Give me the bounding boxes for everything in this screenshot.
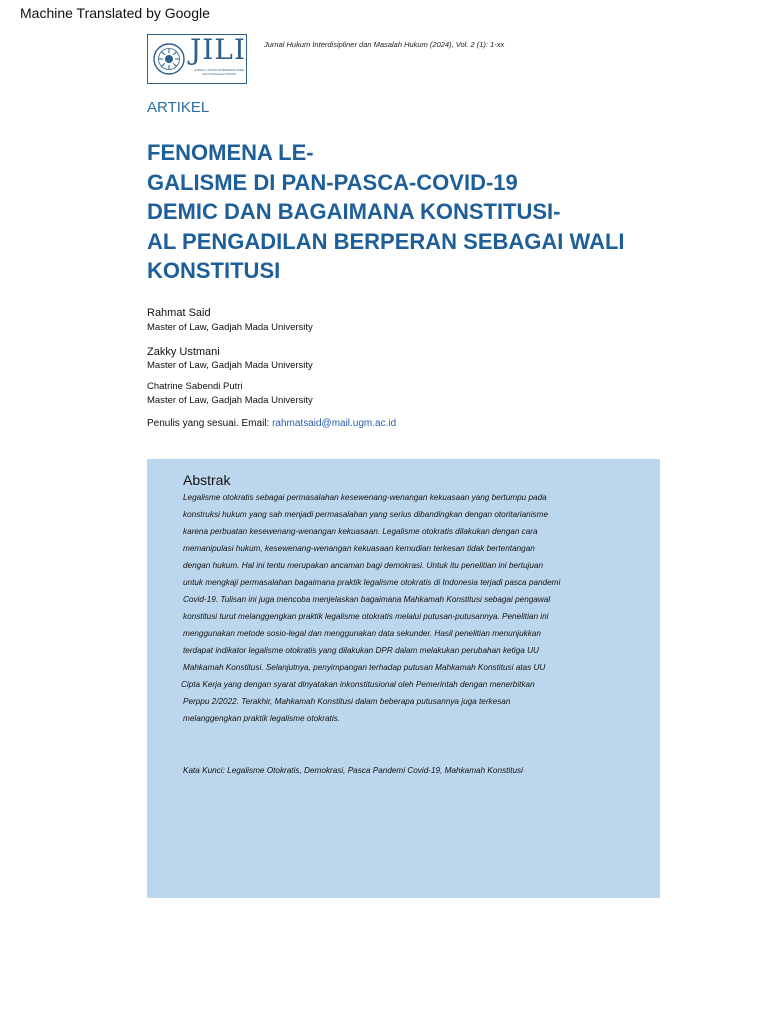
abstract-line: karena perbuatan kesewenang-wenangan kekuasaan. Legalisme otokratis dilakukan dengan cara xyxy=(183,527,538,536)
abstract-line: untuk mengkaji permasalahan bagaimana praktik legalisme otokratis di Indonesia terjadi pasca pandemi xyxy=(183,578,561,587)
journal-citation: Jurnal Hukum Interdisipliner dan Masalah Hukum (2024), Vol. 2 (1): 1-xx xyxy=(264,40,505,49)
title-line: FENOMENA LE- xyxy=(147,140,314,165)
author-affiliation: Master of Law, Gadjah Mada University xyxy=(147,360,313,371)
abstract-box xyxy=(147,459,660,898)
author-name: Zakky Ustmani xyxy=(147,346,220,358)
abstract-line: Covid-19. Tulisan ini juga mencoba menjelaskan bagaimana Mahkamah Konstitusi sebagai pengawal xyxy=(183,595,551,604)
abstract-line: konstruksi hukum yang sah menjadi permasalahan yang serius dibandingkan dengan otoritarianisme xyxy=(183,510,549,519)
title-line: KONSTITUSI xyxy=(147,258,281,283)
abstract-line: Legalisme otokratis sebagai permasalahan kesewenang-wenangan kekuasaan yang bertumpu pada xyxy=(183,493,547,502)
abstract-line: dengan hukum. Hal ini tentu merupakan ancaman bagi demokrasi. Untuk itu penelitian ini bertujuan xyxy=(183,561,544,570)
author-affiliation: Master of Law, Gadjah Mada University xyxy=(147,322,313,333)
corresponding-label: Penulis yang sesuai. Email: xyxy=(147,418,273,429)
title-line: GALISME DI PAN-PASCA-COVID-19 xyxy=(147,169,518,195)
abstract-heading: Abstrak xyxy=(183,472,231,488)
corresponding-email-link[interactable]: rahmatsaid@mail.ugm.ac.id xyxy=(272,418,397,429)
university-seal-icon xyxy=(152,41,186,77)
abstract-line: melanggengkan praktik legalisme otokratis. xyxy=(183,714,341,723)
abstract-line: Cipta Kerja yang dengan syarat dinyatakan inkonstitusional oleh Pemerintah dengan menerbitkan xyxy=(181,680,535,689)
abstract-line: konstitusi turut melanggengkan praktik legalisme otokratis melalui putusan-putusannya. Penelitian ini xyxy=(183,612,549,621)
title-line: AL PENGADILAN BERPERAN SEBAGAI WALI xyxy=(147,228,625,254)
corresponding-author xyxy=(147,418,396,429)
abstract-line: Perppu 2/2022. Terakhir, Mahkamah Konstitusi dalam beberapa putusannya juga terkesan xyxy=(183,697,511,706)
author-affiliation: Master of Law, Gadjah Mada University xyxy=(147,395,313,406)
title-line: DEMIC DAN BAGAIMANA KONSTITUSI- xyxy=(147,199,561,224)
journal-logo-wordmark: JILI xyxy=(190,33,246,66)
author-name: Rahmat Said xyxy=(147,307,211,319)
abstract-keywords: Kata Kunci: Legalisme Otokratis, Demokrasi, Pasca Pandemi Covid-19, Mahkamah Konstitusi xyxy=(183,766,523,775)
article-title xyxy=(147,138,707,286)
abstract-line: menggunakan metode sosio-legal dan menggunakan data sekunder. Hasil penelitian menunjukkan xyxy=(183,629,541,638)
abstract-line: terdapat indikator legalisme otokratis yang dilakukan DPR dalam melakukan perubahan ketiga UU xyxy=(183,646,539,655)
journal-logo-subtitle: JURNAL HUKUM INTERDISIPLINER DAN MASALAH HUKUM xyxy=(194,68,244,76)
author-name: Chatrine Sabendi Putri xyxy=(147,381,243,392)
machine-translation-note: Machine Translated by Google xyxy=(20,5,210,21)
journal-logo xyxy=(147,34,247,84)
abstract-line: memanipulasi hukum, kesewenang-wenangan kekuasaan kemudian terkesan tidak bertentangan xyxy=(183,544,535,553)
abstract-line: Mahkamah Konstitusi. Selanjutnya, penyimpangan terhadap putusan Mahkamah Konstitusi atas UU xyxy=(183,663,546,672)
section-label: ARTIKEL xyxy=(147,99,210,116)
